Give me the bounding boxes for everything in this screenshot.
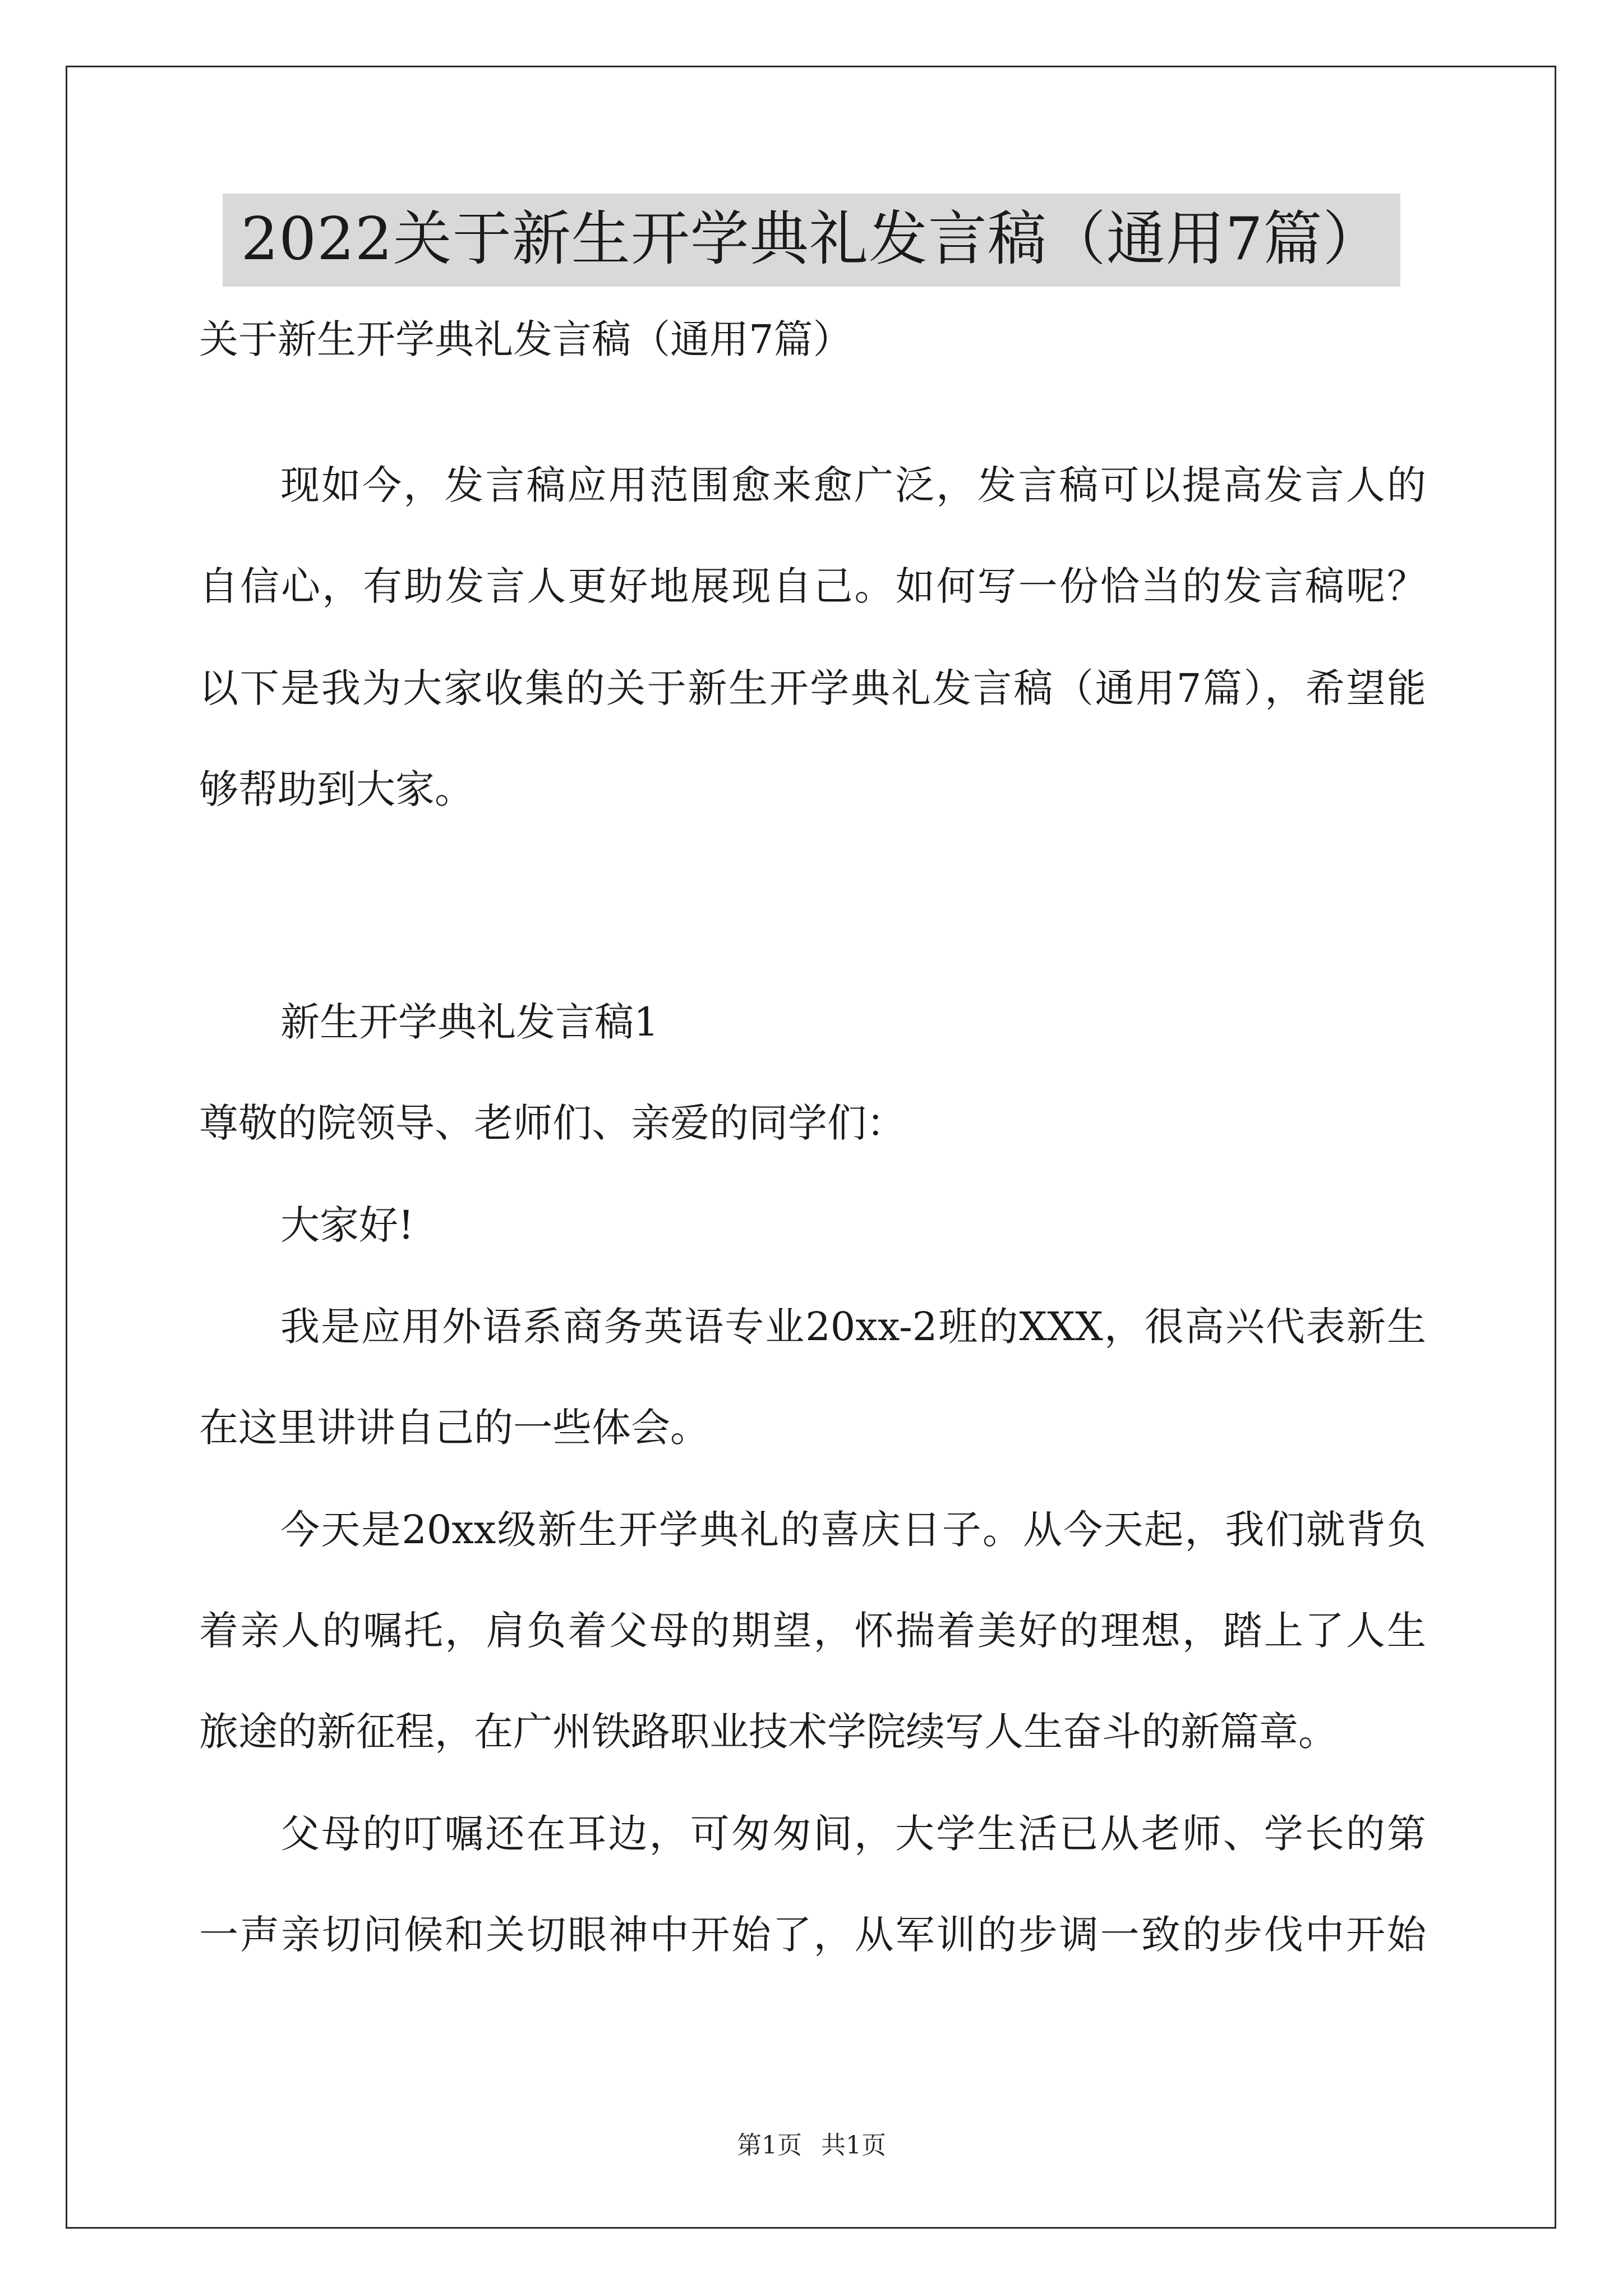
body-line-2: 在这里讲讲自己的一些体会。: [199, 1405, 709, 1451]
page-footer: [0, 2129, 1623, 2162]
body-line-6: 父母的叮嘱还在耳边，可匆匆间，大学生活已从老师、学长的第: [280, 1811, 1426, 1857]
document-title: 2022关于新生开学典礼发言稿（通用7篇）: [223, 194, 1400, 287]
greeting: 大家好!: [280, 1202, 414, 1248]
body-line-5: 旅途的新征程，在广州铁路职业技术学院续写人生奋斗的新篇章。: [199, 1709, 1338, 1755]
body-line-7: 一声亲切问候和关切眼神中开始了，从军训的步调一致的步伐中开始: [199, 1912, 1426, 1958]
intro-line-1: 现如今，发言稿应用范围愈来愈广泛，发言稿可以提高发言人的: [280, 462, 1426, 508]
title-container: [0, 194, 1623, 287]
page-total: 共1页: [821, 2131, 886, 2160]
section-heading: 新生开学典礼发言稿1: [280, 999, 659, 1045]
body-line-3: 今天是20xx级新生开学典礼的喜庆日子。从今天起，我们就背负: [280, 1507, 1426, 1553]
body-line-4: 着亲人的嘱托，肩负着父母的期望，怀揣着美好的理想，踏上了人生: [199, 1608, 1426, 1654]
intro-line-4: 够帮助到大家。: [199, 766, 474, 812]
intro-line-2: 自信心，有助发言人更好地展现自己。如何写一份恰当的发言稿呢？: [199, 563, 1426, 609]
document-subtitle: 关于新生开学典礼发言稿（通用7篇）: [199, 316, 852, 362]
salutation: 尊敬的院领导、老师们、亲爱的同学们：: [199, 1100, 906, 1146]
body-line-1: 我是应用外语系商务英语专业20xx-2班的XXX，很高兴代表新生: [280, 1304, 1426, 1350]
page-number: 第1页: [737, 2131, 802, 2160]
intro-line-3: 以下是我为大家收集的关于新生开学典礼发言稿（通用7篇），希望能: [199, 665, 1426, 711]
